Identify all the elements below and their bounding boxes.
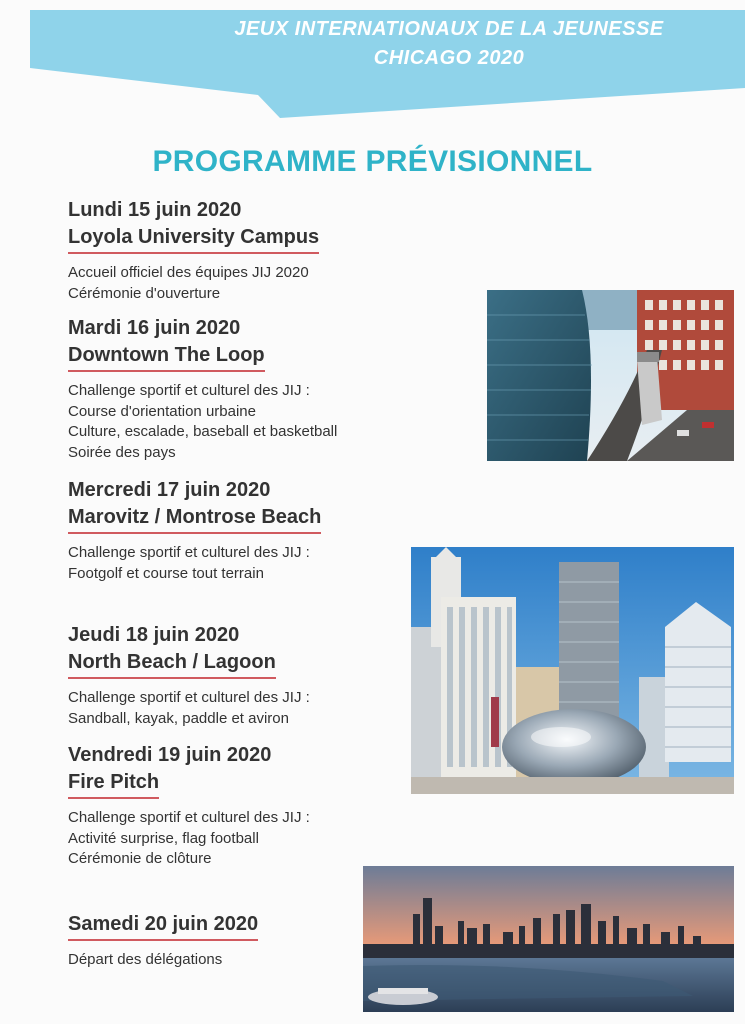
day-activities xyxy=(68,543,321,584)
activity-line: Activité surprise, flag football xyxy=(68,829,259,847)
activity-line: Cérémonie d'ouverture xyxy=(68,284,221,302)
day-activities xyxy=(68,263,319,304)
activity-line: Soirée des pays xyxy=(68,443,176,461)
day-place: North Beach / Lagoon xyxy=(68,649,276,679)
page-title: PROGRAMME PRÉVISIONNEL xyxy=(152,145,593,178)
photo-elevated-train xyxy=(487,290,734,461)
photo-skyline-sunset xyxy=(363,866,734,1012)
banner-title-line-1: JEUX INTERNATIONAUX DE LA JEUNESSE xyxy=(234,18,664,40)
activity-line: Challenge sportif et culturel des JIJ : xyxy=(68,689,310,706)
activity-line: Challenge sportif et culturel des JIJ : xyxy=(68,809,310,826)
day-date: Lundi 15 juin 2020 xyxy=(68,199,242,221)
day-block-monday xyxy=(68,197,319,304)
day-date: Samedi 20 juin 2020 xyxy=(68,911,258,941)
activity-line: Départ des délégations xyxy=(68,951,223,968)
day-block-wednesday xyxy=(68,477,321,584)
day-activities xyxy=(68,950,258,971)
activity-line: Challenge sportif et culturel des JIJ : xyxy=(68,544,310,561)
day-block-tuesday xyxy=(68,315,337,463)
activity-line: Footgolf et course tout terrain xyxy=(68,564,264,582)
activity-line: Challenge sportif et culturel des JIJ : xyxy=(68,382,310,399)
day-place: Downtown The Loop xyxy=(68,342,265,372)
day-activities xyxy=(68,688,310,729)
activity-line: Sandball, kayak, paddle et aviron xyxy=(68,709,289,727)
day-date: Mercredi 17 juin 2020 xyxy=(68,479,271,501)
photo-cloud-gate xyxy=(411,547,734,794)
activity-line: Culture, escalade, baseball et basketball xyxy=(68,423,338,440)
day-place: Loyola University Campus xyxy=(68,224,319,254)
day-date: Jeudi 18 juin 2020 xyxy=(68,624,240,646)
day-activities xyxy=(68,808,310,870)
activity-line: Accueil officiel des équipes JIJ 2020 xyxy=(68,264,309,281)
day-place: Marovitz / Montrose Beach xyxy=(68,504,321,534)
day-date: Mardi 16 juin 2020 xyxy=(68,317,241,339)
activity-line: Cérémonie de clôture xyxy=(68,850,212,867)
day-block-saturday xyxy=(68,911,258,971)
banner-title-line-2: CHICAGO 2020 xyxy=(373,47,525,69)
day-place: Fire Pitch xyxy=(68,769,159,799)
header-banner xyxy=(0,0,745,125)
day-date: Vendredi 19 juin 2020 xyxy=(68,744,272,766)
day-activities xyxy=(68,381,337,463)
activity-line: Course d'orientation urbaine xyxy=(68,402,256,420)
day-block-friday xyxy=(68,742,310,870)
day-block-thursday xyxy=(68,622,310,729)
